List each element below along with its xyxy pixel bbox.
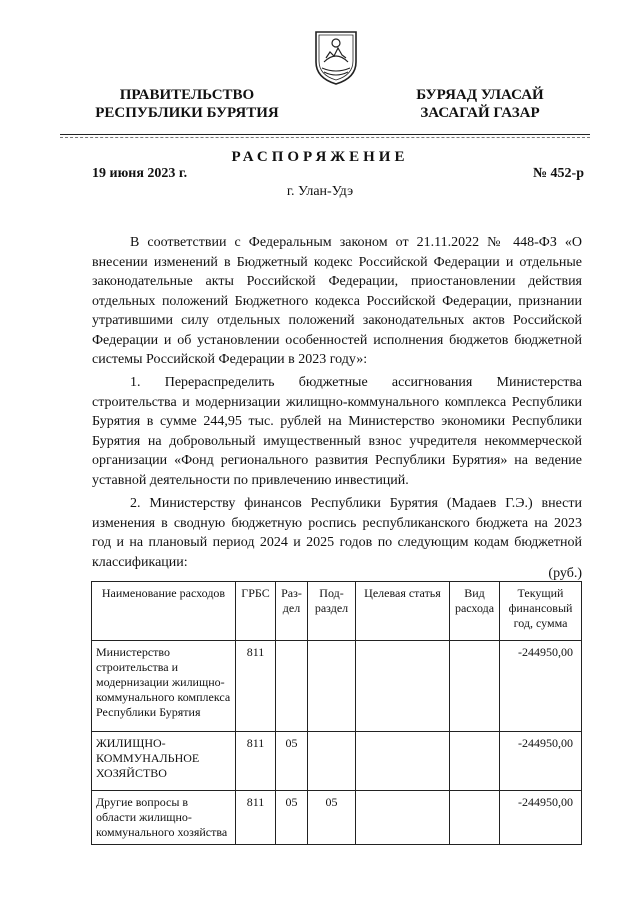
table-cell (308, 641, 356, 732)
table-cell: 811 (236, 791, 276, 845)
table-header-cell: Раз-дел (276, 582, 308, 641)
document-title: РАСПОРЯЖЕНИЕ (231, 149, 409, 165)
table-row (92, 641, 582, 732)
clause-1-text: 1. Перераспределить бюджетные ассигнования Министерства строительства и модернизации жилищно-коммунального комплекса Республики Бурятия в сумме 244,95 тыс. рублей на Министерство экономики Республики Бурятия на добровольный имущественный взнос учредителя некоммерческой организации «Фонд регионального развития Республики Бурятия» на ведение уставной деятельности по привлечению инвестиций. (92, 375, 582, 488)
document-city: г. Улан-Удэ (286, 184, 354, 199)
table-cell: 05 (276, 732, 308, 791)
header-divider (60, 134, 590, 135)
clause-1-paragraph (92, 373, 582, 490)
clause-2-text: 2. Министерству финансов Республики Бурятия (Мадаев Г.Э.) внести изменения в сводную бюджетную роспись республиканского бюджета на 2023 год и на плановый период 2024 и 2025 годов по следующим кодам бюджетной классификации: (92, 496, 582, 570)
header-left-line1: ПРАВИТЕЛЬСТВО (119, 87, 255, 103)
preamble-paragraph (92, 233, 582, 370)
table-cell: 811 (236, 732, 276, 791)
table-cell (450, 732, 500, 791)
table-header-cell: Целевая статья (356, 582, 450, 641)
table-cell: -244950,00 (500, 641, 582, 732)
coat-of-arms-emblem (312, 28, 360, 86)
table-cell: -244950,00 (500, 732, 582, 791)
table-cell: 05 (308, 791, 356, 845)
table-cell (356, 641, 450, 732)
table-cell: ЖИЛИЩНО-КОММУНАЛЬНОЕ ХОЗЯЙСТВО (92, 732, 236, 791)
document-date: 19 июня 2023 г. (92, 166, 188, 181)
table-cell (276, 641, 308, 732)
clause-2-paragraph (92, 494, 582, 572)
header-right-line2: ЗАСАГАЙ ГАЗАР (420, 105, 540, 121)
table-cell: 811 (236, 641, 276, 732)
table-cell (308, 732, 356, 791)
government-name-buryat (405, 86, 555, 122)
document-number: № 452-р (532, 166, 584, 181)
table-cell (356, 791, 450, 845)
table-cell: Министерство строительства и модернизации жилищно-коммунального комплекса Республики Бурятия (92, 641, 236, 732)
header-right-line1: БУРЯАД УЛАСАЙ (416, 87, 544, 103)
preamble-text: В соответствии с Федеральным законом от 21.11.2022 № 448-ФЗ «О внесении изменений в Бюджетный кодекс Российской Федерации и отдельные законодательные акты Российской Федерации, приостановлении действия отдельных положений Бюджетного кодекса Российской Федерации, признании утратившими силу отдельных положений законодательных актов Российской Федерации и об установлении особенностей исполнения бюджетов бюджетной системы Российской Федерации в 2023 году»: (92, 235, 582, 367)
table-cell: 05 (276, 791, 308, 845)
table-header-cell: Под-раздел (308, 582, 356, 641)
table-cell: -244950,00 (500, 791, 582, 845)
header-divider-dashed (60, 137, 590, 138)
table-cell (450, 641, 500, 732)
table-cell (356, 732, 450, 791)
table-header-cell: Текущий финансовый год, сумма (500, 582, 582, 641)
table-cell: Другие вопросы в области жилищно-коммунального хозяйства (92, 791, 236, 845)
table-header-row (92, 582, 582, 641)
table-cell (450, 791, 500, 845)
table-row (92, 791, 582, 845)
currency-unit: (руб.) (548, 566, 582, 581)
table-header-cell: ГРБС (236, 582, 276, 641)
table-header-cell: Вид расхода (450, 582, 500, 641)
table-header-cell: Наименование расходов (92, 582, 236, 641)
government-name-russian (92, 86, 282, 122)
budget-table (91, 581, 582, 845)
table-row (92, 732, 582, 791)
header-left-line2: РЕСПУБЛИКИ БУРЯТИЯ (95, 105, 279, 121)
